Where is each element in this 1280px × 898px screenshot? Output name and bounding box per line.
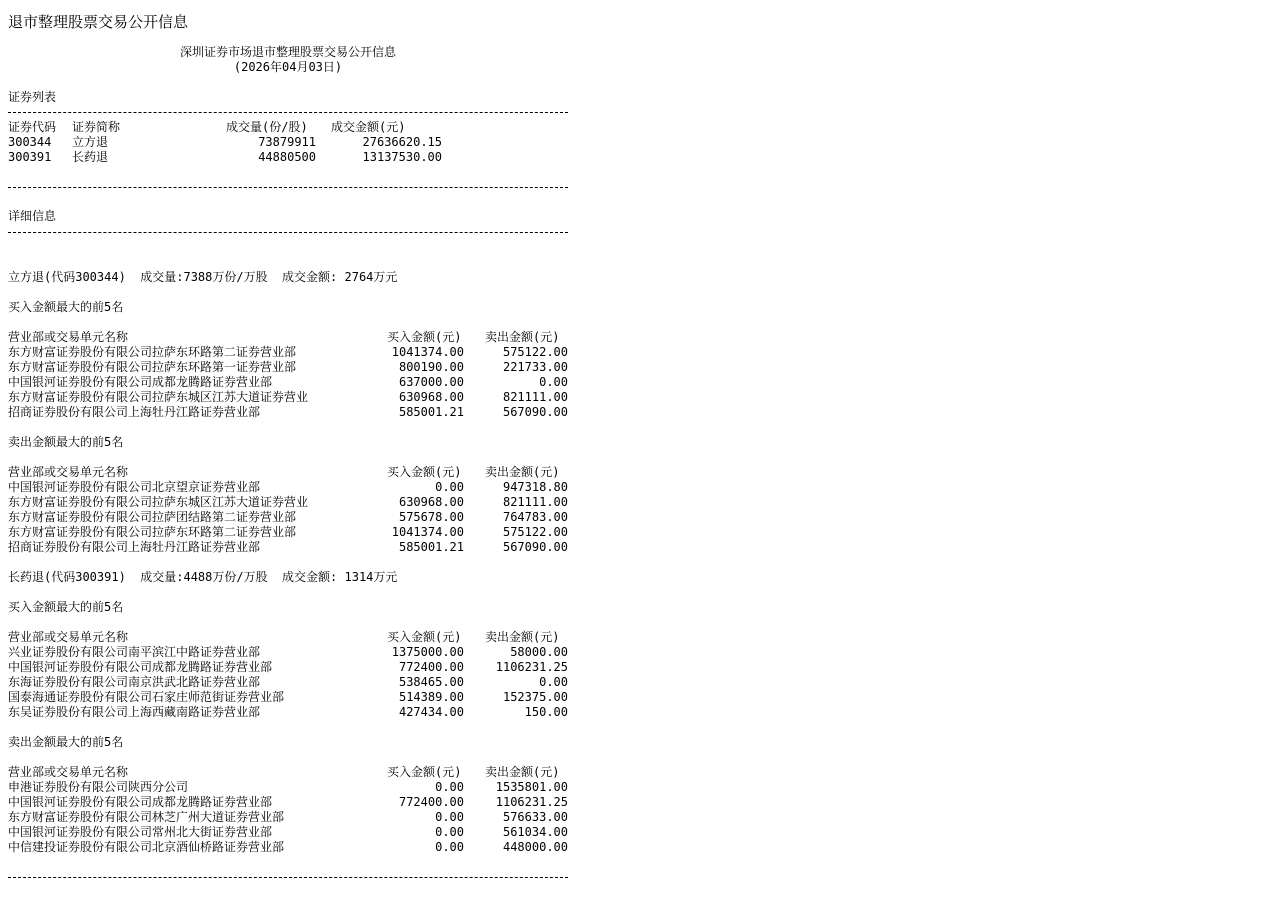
col-header-volume: 成交量(份/股): [226, 120, 308, 134]
buy-amount: 772400.00: [398, 660, 464, 674]
security-volume: 73879911: [258, 135, 316, 149]
broker-name: 东方财富证券股份有限公司拉萨东城区江苏大道证券营业: [8, 390, 309, 404]
buy-amount: 772400.00: [398, 795, 464, 809]
sell-amount: 150.00: [524, 705, 568, 719]
sell-amount: 58000.00: [510, 645, 568, 659]
buy-amount: 630968.00: [398, 390, 464, 404]
buy-amount: 0.00: [435, 825, 464, 839]
stock-summary: 立方退(代码300344) 成交量:7388万份/万股 成交金额: 2764万元: [8, 270, 398, 284]
col-header-name: 证券简称: [72, 120, 121, 134]
buy-amount: 538465.00: [398, 675, 464, 689]
col-header-sell: 卖出金额(元): [485, 465, 560, 479]
security-code: 300344: [8, 135, 52, 149]
col-header-sell: 卖出金额(元): [485, 330, 560, 344]
broker-name: 中国银河证券股份有限公司成都龙腾路证券营业部: [8, 660, 273, 674]
buy-amount: 0.00: [435, 840, 464, 854]
buy-amount: 585001.21: [398, 405, 464, 419]
securities-list-heading: 证券列表: [8, 90, 57, 104]
buy-amount: 800190.00: [398, 360, 464, 374]
broker-name: 东方财富证券股份有限公司拉萨东城区江苏大道证券营业: [8, 495, 309, 509]
sell-amount: 1106231.25: [495, 795, 568, 809]
col-header-amount: 成交金额(元): [331, 120, 406, 134]
col-header-name: 营业部或交易单元名称: [8, 465, 129, 479]
buy-amount: 0.00: [435, 810, 464, 824]
sell-amount: 576633.00: [502, 810, 568, 824]
buy-amount: 637000.00: [398, 375, 464, 389]
sell-amount: 821111.00: [502, 495, 568, 509]
page-title: 退市整理股票交易公开信息: [8, 13, 189, 31]
broker-name: 兴业证券股份有限公司南平滨江中路证券营业部: [8, 645, 261, 659]
col-header-name: 营业部或交易单元名称: [8, 330, 129, 344]
broker-name: 申港证券股份有限公司陕西分公司: [8, 780, 189, 794]
divider: [8, 877, 568, 878]
table-heading: 买入金额最大的前5名: [8, 300, 124, 314]
broker-name: 东方财富证券股份有限公司林芝广州大道证券营业部: [8, 810, 285, 824]
broker-name: 东方财富证券股份有限公司拉萨东环路第一证券营业部: [8, 360, 297, 374]
security-volume: 44880500: [258, 150, 316, 164]
col-header-code: 证券代码: [8, 120, 57, 134]
col-header-name: 营业部或交易单元名称: [8, 630, 129, 644]
sell-amount: 1535801.00: [495, 780, 568, 794]
col-header-sell: 卖出金额(元): [485, 630, 560, 644]
buy-amount: 1041374.00: [391, 345, 464, 359]
buy-amount: 514389.00: [398, 690, 464, 704]
table-heading: 买入金额最大的前5名: [8, 600, 124, 614]
sell-amount: 575122.00: [502, 345, 568, 359]
col-header-buy: 买入金额(元): [387, 765, 462, 779]
buy-amount: 1375000.00: [391, 645, 464, 659]
broker-name: 招商证券股份有限公司上海牡丹江路证券营业部: [8, 540, 261, 554]
divider: [8, 232, 568, 233]
buy-amount: 0.00: [435, 480, 464, 494]
col-header-buy: 买入金额(元): [387, 330, 462, 344]
sell-amount: 567090.00: [502, 405, 568, 419]
col-header-buy: 买入金额(元): [387, 630, 462, 644]
broker-name: 中国银河证券股份有限公司成都龙腾路证券营业部: [8, 795, 273, 809]
sell-amount: 0.00: [539, 675, 568, 689]
stock-summary: 长药退(代码300391) 成交量:4488万份/万股 成交金额: 1314万元: [8, 570, 398, 584]
col-header-sell: 卖出金额(元): [485, 765, 560, 779]
buy-amount: 630968.00: [398, 495, 464, 509]
sell-amount: 152375.00: [502, 690, 568, 704]
buy-amount: 585001.21: [398, 540, 464, 554]
broker-name: 国泰海通证券股份有限公司石家庄师范街证券营业部: [8, 690, 285, 704]
divider: [8, 187, 568, 188]
sell-amount: 947318.80: [502, 480, 568, 494]
buy-amount: 1041374.00: [391, 525, 464, 539]
broker-name: 中国银河证券股份有限公司常州北大街证券营业部: [8, 825, 273, 839]
col-header-name: 营业部或交易单元名称: [8, 765, 129, 779]
security-amount: 27636620.15: [362, 135, 442, 149]
security-name: 长药退: [72, 150, 109, 164]
sell-amount: 575122.00: [502, 525, 568, 539]
sell-amount: 821111.00: [502, 390, 568, 404]
table-heading: 卖出金额最大的前5名: [8, 435, 124, 449]
broker-name: 东海证券股份有限公司南京洪武北路证券营业部: [8, 675, 261, 689]
security-amount: 13137530.00: [362, 150, 442, 164]
sell-amount: 567090.00: [502, 540, 568, 554]
sell-amount: 764783.00: [502, 510, 568, 524]
detail-heading: 详细信息: [8, 209, 57, 223]
broker-name: 东方财富证券股份有限公司拉萨东环路第二证券营业部: [8, 345, 297, 359]
sell-amount: 448000.00: [502, 840, 568, 854]
report-title: 深圳证券市场退市整理股票交易公开信息: [179, 45, 396, 59]
broker-name: 招商证券股份有限公司上海牡丹江路证券营业部: [8, 405, 261, 419]
report-date: (2026年04月03日): [233, 60, 343, 74]
broker-name: 东方财富证券股份有限公司拉萨团结路第二证券营业部: [8, 510, 297, 524]
buy-amount: 575678.00: [398, 510, 464, 524]
buy-amount: 0.00: [435, 780, 464, 794]
divider: [8, 112, 568, 113]
sell-amount: 1106231.25: [495, 660, 568, 674]
sell-amount: 0.00: [539, 375, 568, 389]
broker-name: 中国银河证券股份有限公司成都龙腾路证券营业部: [8, 375, 273, 389]
security-name: 立方退: [72, 135, 109, 149]
broker-name: 中信建投证券股份有限公司北京酒仙桥路证券营业部: [8, 840, 285, 854]
sell-amount: 221733.00: [502, 360, 568, 374]
buy-amount: 427434.00: [398, 705, 464, 719]
broker-name: 东方财富证券股份有限公司拉萨东环路第二证券营业部: [8, 525, 297, 539]
security-code: 300391: [8, 150, 52, 164]
broker-name: 中国银河证券股份有限公司北京望京证券营业部: [8, 480, 261, 494]
broker-name: 东吴证券股份有限公司上海西藏南路证券营业部: [8, 705, 261, 719]
table-heading: 卖出金额最大的前5名: [8, 735, 124, 749]
sell-amount: 561034.00: [502, 825, 568, 839]
col-header-buy: 买入金额(元): [387, 465, 462, 479]
